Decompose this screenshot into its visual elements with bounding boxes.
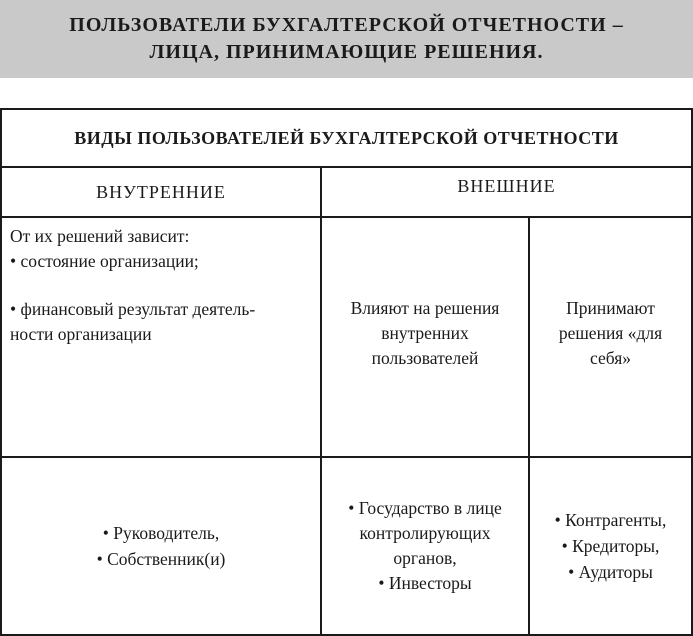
internal-header: ВНУТРЕННИЕ bbox=[96, 181, 226, 202]
list-item: органов, bbox=[393, 548, 457, 568]
influencing-description-line: пользователей bbox=[371, 347, 479, 368]
list-item: • Кредиторы, bbox=[561, 536, 660, 556]
header-banner bbox=[0, 0, 693, 78]
self-deciding-description-line: себя» bbox=[589, 347, 631, 368]
internal-members-cell bbox=[0, 456, 322, 636]
list-item: контролирующих bbox=[359, 523, 491, 543]
external-influencing-description-cell bbox=[320, 216, 530, 458]
list-item: • Собственник(и) bbox=[96, 549, 226, 569]
list-item: • Государство в лице bbox=[348, 498, 502, 518]
spacer bbox=[10, 274, 312, 297]
external-influencing-members-cell bbox=[320, 456, 530, 636]
table-title-cell bbox=[0, 108, 693, 168]
list-item: • Контрагенты, bbox=[554, 510, 667, 530]
list-item: • Руководитель, bbox=[102, 523, 220, 543]
external-self-deciding-members-cell bbox=[528, 456, 693, 636]
external-self-deciding-description-cell bbox=[528, 216, 693, 458]
external-header-cell bbox=[320, 166, 693, 218]
banner-title-line-1: ПОЛЬЗОВАТЕЛИ БУХГАЛТЕРСКОЙ ОТЧЕТНОСТИ – bbox=[69, 14, 624, 36]
influencing-description-line: Влияют на решения bbox=[350, 297, 500, 318]
table-title: ВИДЫ ПОЛЬЗОВАТЕЛЕЙ БУХГАЛТЕРСКОЙ ОТЧЕТНОСТИ bbox=[74, 127, 619, 148]
internal-description-line: • финансовый результат деятель- bbox=[10, 299, 256, 319]
internal-description-line: • состояние организации; bbox=[10, 251, 199, 271]
users-table bbox=[0, 108, 693, 593]
self-deciding-description-line: решения «для bbox=[558, 322, 663, 343]
list-item: • Инвесторы bbox=[378, 573, 472, 593]
influencing-description-line: внутренних bbox=[381, 322, 469, 343]
list-item: • Аудиторы bbox=[568, 562, 653, 582]
banner-title-line-2: ЛИЦА, ПРИНИМАЮЩИЕ РЕШЕНИЯ. bbox=[149, 41, 544, 63]
internal-description-cell bbox=[0, 216, 322, 458]
internal-description-line: От их решений зависит: bbox=[10, 226, 190, 246]
external-header: ВНЕШНИЕ bbox=[457, 176, 556, 196]
self-deciding-description-line: Принимают bbox=[566, 297, 655, 318]
internal-description-line: ности организации bbox=[10, 324, 152, 344]
internal-header-cell bbox=[0, 166, 322, 218]
